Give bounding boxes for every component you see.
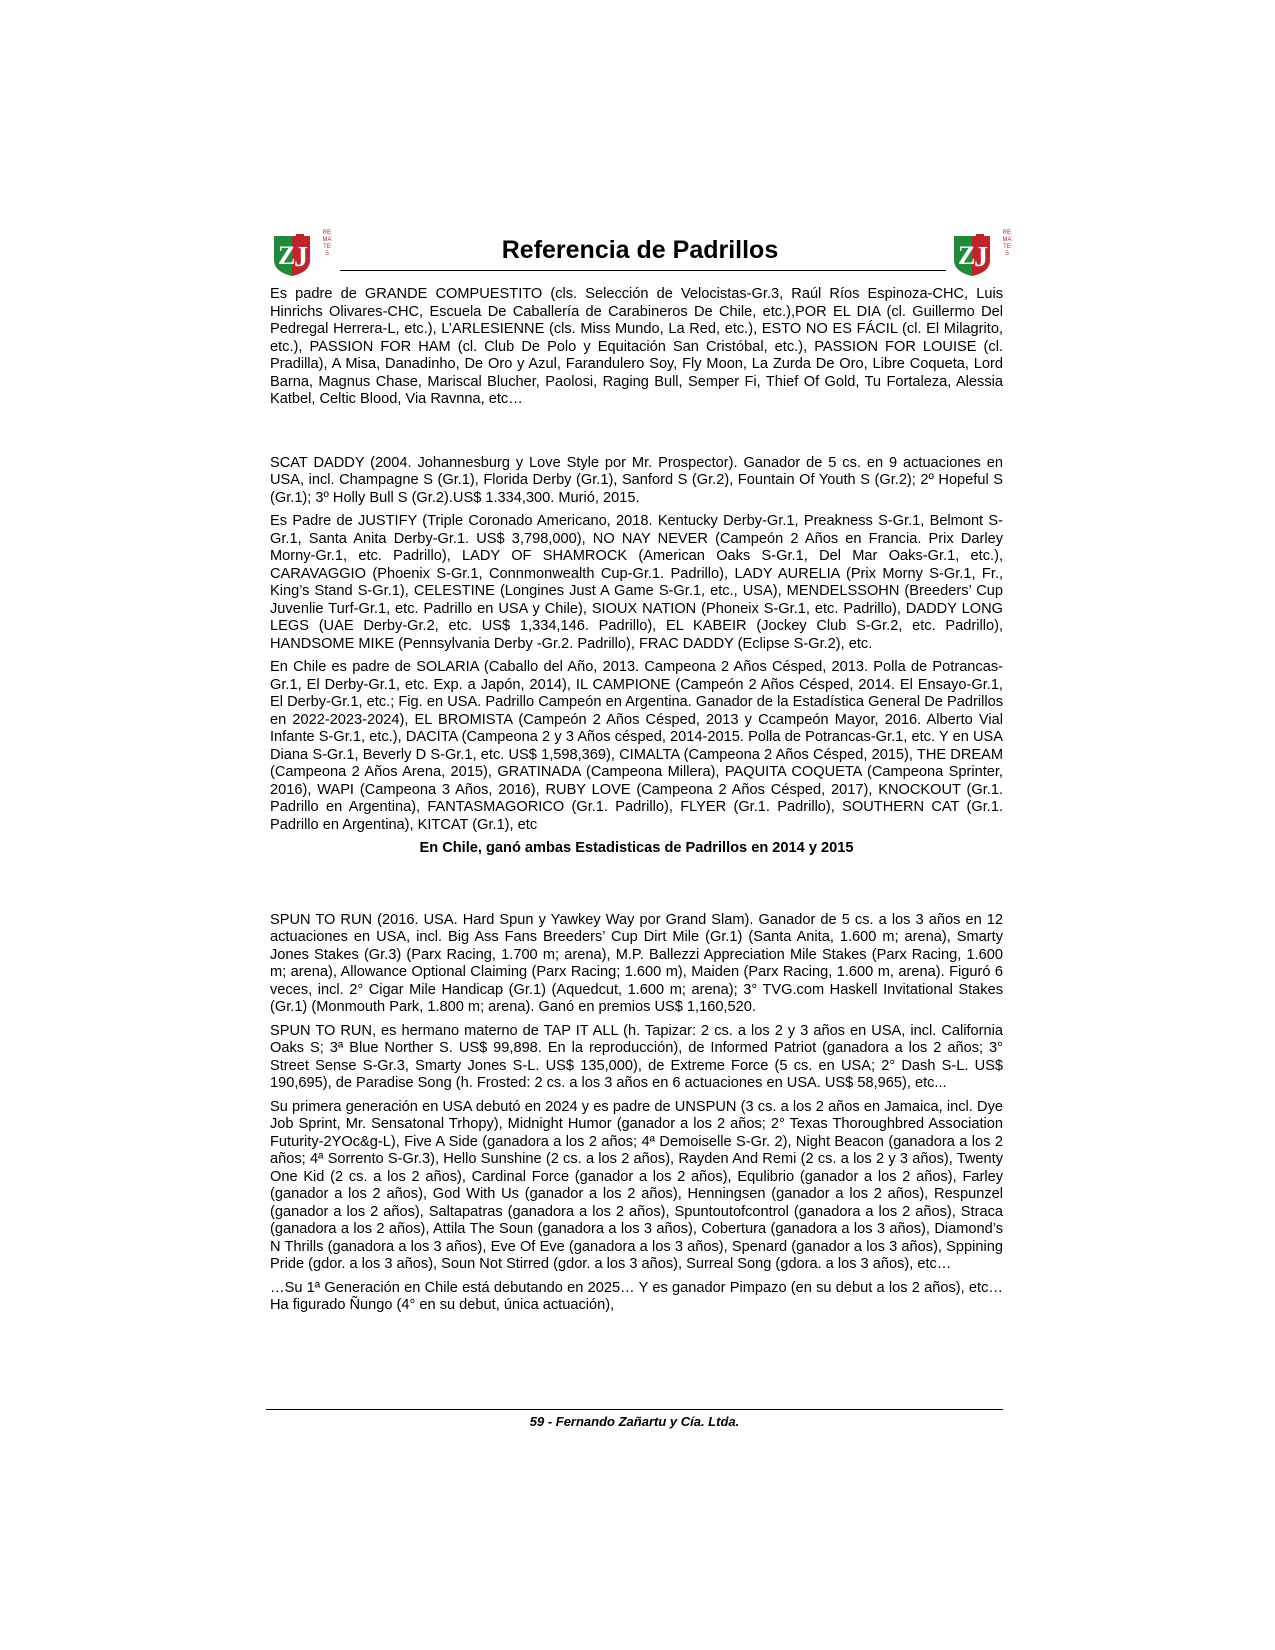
zj-remates-logo-right bbox=[950, 230, 1012, 278]
scat-daddy-intro: SCAT DADDY (2004. Johannesburg y Love Style por Mr. Prospector). Ganador de 5 cs. en 9 actuaciones en USA, incl. Champagne S (Gr.1), Florida Derby (Gr.1), Sanford S (Gr.2), Fountain Of Youth S (Gr.2); 2º Hopeful S (Gr.1); 3º Holly Bull S (Gr.2).US$ 1.334,300. Murió, 2015. bbox=[270, 454, 1003, 506]
spun-to-run-usa-offspring: Su primera generación en USA debutó en 2024 y es padre de UNSPUN (3 cs. a los 2 años en Jamaica, incl. Dye Job Sprint, Mr. Sensatonal Trhopy), Midnight Humor (ganador a los 2 años; 2° Texas Thoroughbred Association Futurity-2YOc&g-L), Five A Side (ganadora a los 2 años; 4ª Demoiselle S-Gr. 2), Night Beacon (ganadora a los 2 años; 4ª Sorrento S-Gr.3), Hello Sunshine (2 cs. a los 2 años), Rayden And Remi (2 cs. a los 2 y 3 años), Twenty One Kid (2 cs. a los 2 años), Cardinal Force (ganador a los 2 años), Equlibrio (ganador a los 2 años), Farley (ganador a los 2 años), God With Us (ganador a los 2 años), Henningsen (ganador a los 2 años), Respunzel (ganador a los 2 años), Saltapatras (ganadora a los 2 años), Spuntoutofcontrol (ganadora a los 2 años), Straca (ganadora a los 2 años), Attila The Soun (ganadora a los 3 años), Cobertura (ganadora a los 3 años), Diamond’s N Thrills (ganadora a los 3 años), Eve Of Eve (ganadora a los 3 años), Spenard (ganador a los 3 años), Sppining Pride (gdor. a los 3 años), Soun Not Stirred (gdor. a los 3 años), Surreal Song (gdora. a los 3 años), etc… bbox=[270, 1098, 1003, 1272]
spun-to-run-chile-offspring: …Su 1ª Generación en Chile está debutando en 2025… Y es ganador Pimpazo (en su debut a los 2 años), etc… Ha figurado Ñungo (4° en su debut, única actuación), bbox=[270, 1279, 1003, 1313]
scat-daddy-chile-offspring: En Chile es padre de SOLARIA (Caballo del Año, 2013. Campeona 2 Años Césped, 2013. Polla de Potrancas-Gr.1, El Derby-Gr.1, etc. Exp. a Japón, 2014), IL CAMPIONE (Campeón 2 Años Césped, 2014. El Ensayo-Gr.1, El Derby-Gr.1, etc.; Fig. en USA. Padrillo Campeón en Argentina. Ganador de la Estadística General De Padrillos en 2022-2023-2024), EL BROMISTA (Campeón 2 Años Césped, 2013 y Ccampeón Mayor, 2016. Alberto Vial Infante S-Gr.1, etc.), DACITA (Campeona 2 y 3 Años césped, 2014-2015. Polla de Potrancas-Gr.1, etc. Y en USA Diana S-Gr.1, Beverly D S-Gr.1, etc. US$ 1,598,369), CIMALTA (Campeona 2 Años Césped, 2015), THE DREAM (Campeona 2 Años Arena, 2015), GRATINADA (Campeona Millera), PAQUITA COQUETA (Campeona Sprinter, 2016), WAPI (Campeona 3 Años, 2016), RUBY LOVE (Campeona 2 Años Césped, 2017), KNOCKOUT (Gr.1. Padrillo en Argentina), FANTASMAGORICO (Gr.1. Padrillo), FLYER (Gr.1. Padrillo), SOUTHERN CAT (Gr.1. Padrillo en Argentina), KITCAT (Gr.1), etc bbox=[270, 659, 1003, 833]
page-content bbox=[270, 286, 1003, 1321]
page-title: Referencia de Padrillos bbox=[501, 236, 779, 264]
svg-text:J: J bbox=[974, 242, 988, 273]
zj-shield-icon bbox=[950, 230, 1000, 278]
zj-remates-logo-left bbox=[270, 230, 332, 278]
svg-text:J: J bbox=[294, 242, 308, 273]
svg-text:Z: Z bbox=[958, 241, 976, 270]
zj-shield-icon bbox=[270, 230, 320, 278]
scat-daddy-statistics-note: En Chile, ganó ambas Estadisticas de Padrillos en 2014 y 2015 bbox=[419, 840, 854, 856]
section-gap bbox=[270, 415, 1003, 455]
svg-text:Z: Z bbox=[278, 241, 296, 270]
spun-to-run-intro: SPUN TO RUN (2016. USA. Hard Spun y Yawkey Way por Grand Slam). Ganador de 5 cs. a los 3 años en 12 actuaciones en USA, incl. Big Ass Fans Breeders’ Cup Dirt Mile (Gr.1) (Santa Anita, 1.600 m; arena), Smarty Jones Stakes (Gr.3) (Parx Racing, 1.700 m; arena), M.P. Ballezzi Appreciation Mile Stakes (Parx Racing, 1.600 m; arena), Allowance Optional Claiming (Parx Racing; 1.600 m), Maiden (Parx Racing, 1.600 m, arena). Figuró 6 veces, incl. 2° Cigar Mile Handicap (Gr.1) (Aquedcut, 1.600 m; arena); 3° TVG.com Haskell Invitational Stakes (Gr.1) (Monmouth Park, 1.800 m; arena). Ganó en premios US$ 1,160,520. bbox=[270, 911, 1003, 1015]
spun-to-run-siblings: SPUN TO RUN, es hermano materno de TAP IT ALL (h. Tapizar: 2 cs. a los 2 y 3 años en USA, incl. California Oaks S; 3ª Blue Norther S. US$ 99,898. En la reproducción), de Informed Patriot (ganadora a los 2 años; 3° Street Sense S-Gr.3, Smarty Jones S-L. US$ 135,000), de Extreme Force (5 cs. en USA; 2° Dash S-L. US$ 190,695), de Paradise Song (h. Frosted: 2 cs. a los 3 años en 6 actuaciones en USA. US$ 58,965), etc... bbox=[270, 1022, 1003, 1091]
title-underline bbox=[340, 270, 946, 271]
grande-compuestito-paragraph: Es padre de GRANDE COMPUESTITO (cls. Selección de Velocistas-Gr.3, Raúl Ríos Espinoza-CHC, Luis Hinrichs Olivares-CHC, Escuela De Caballería de Carabineros De Chile, etc.),POR EL DIA (cl. Guillermo Del Pedregal Herrera-L, etc.), L’ARLESIENNE (cls. Miss Mundo, La Red, etc.), ESTO NO ES FÁCIL (cl. El Milagrito, etc.), PASSION FOR HAM (cl. Club De Polo y Equitación San Cristóbal, etc.), PASSION FOR LOUISE (cl. Pradilla), A Misa, Danadinho, De Oro y Azul, Farandulero Soy, Fly Moon, La Zurda De Oro, Libre Coqueta, Lord Barna, Magnus Chase, Mariscal Blucher, Paolosi, Raging Bull, Semper Fi, Thief Of Gold, Tu Fortaleza, Alessia Katbel, Celtic Blood, Via Ravnna, etc… bbox=[270, 286, 1003, 407]
logo-remates-text: REMATES bbox=[1002, 230, 1012, 257]
logo-remates-text: REMATES bbox=[322, 230, 332, 257]
section-gap bbox=[270, 864, 1003, 912]
footer-divider bbox=[266, 1409, 1003, 1410]
scat-daddy-offspring: Es Padre de JUSTIFY (Triple Coronado Americano, 2018. Kentucky Derby-Gr.1, Preakness S-Gr.1, Belmont S-Gr.1, Santa Anita Derby-Gr.1. US$ 3,798,000), NO NAY NEVER (Campeón 2 Años en Francia. Prix Darley Morny-Gr.1, etc. Padrillo), LADY OF SHAMROCK (American Oaks S-Gr.1, Del Mar Oaks-Gr.1, etc.), CARAVAGGIO (Phoenix S-Gr.1, Connmonwealth Cup-Gr.1. Padrillo), LADY AURELIA (Prix Morny S-Gr.1, Fr., King’s Stand S-Gr.1), CELESTINE (Longines Just A Game S-Gr.1, etc., USA), MENDELSSOHN (Breeders’ Cup Juvenlie Turf-Gr.1, etc. Padrillo en USA y Chile), SIOUX NATION (Phoneix S-Gr.1, etc. Padrillo), DADDY LONG LEGS (UAE Derby-Gr.2, etc. US$ 1,334,146. Padrillo), EL KABEIR (Jockey Club S-Gr.2, etc. Padrillo), HANDSOME MIKE (Pennsylvania Derby -Gr.2. Padrillo), FRAC DADDY (Eclipse S-Gr.2), etc. bbox=[270, 513, 1003, 652]
page-footer: 59 - Fernando Zañartu y Cía. Ltda. bbox=[529, 1414, 740, 1429]
